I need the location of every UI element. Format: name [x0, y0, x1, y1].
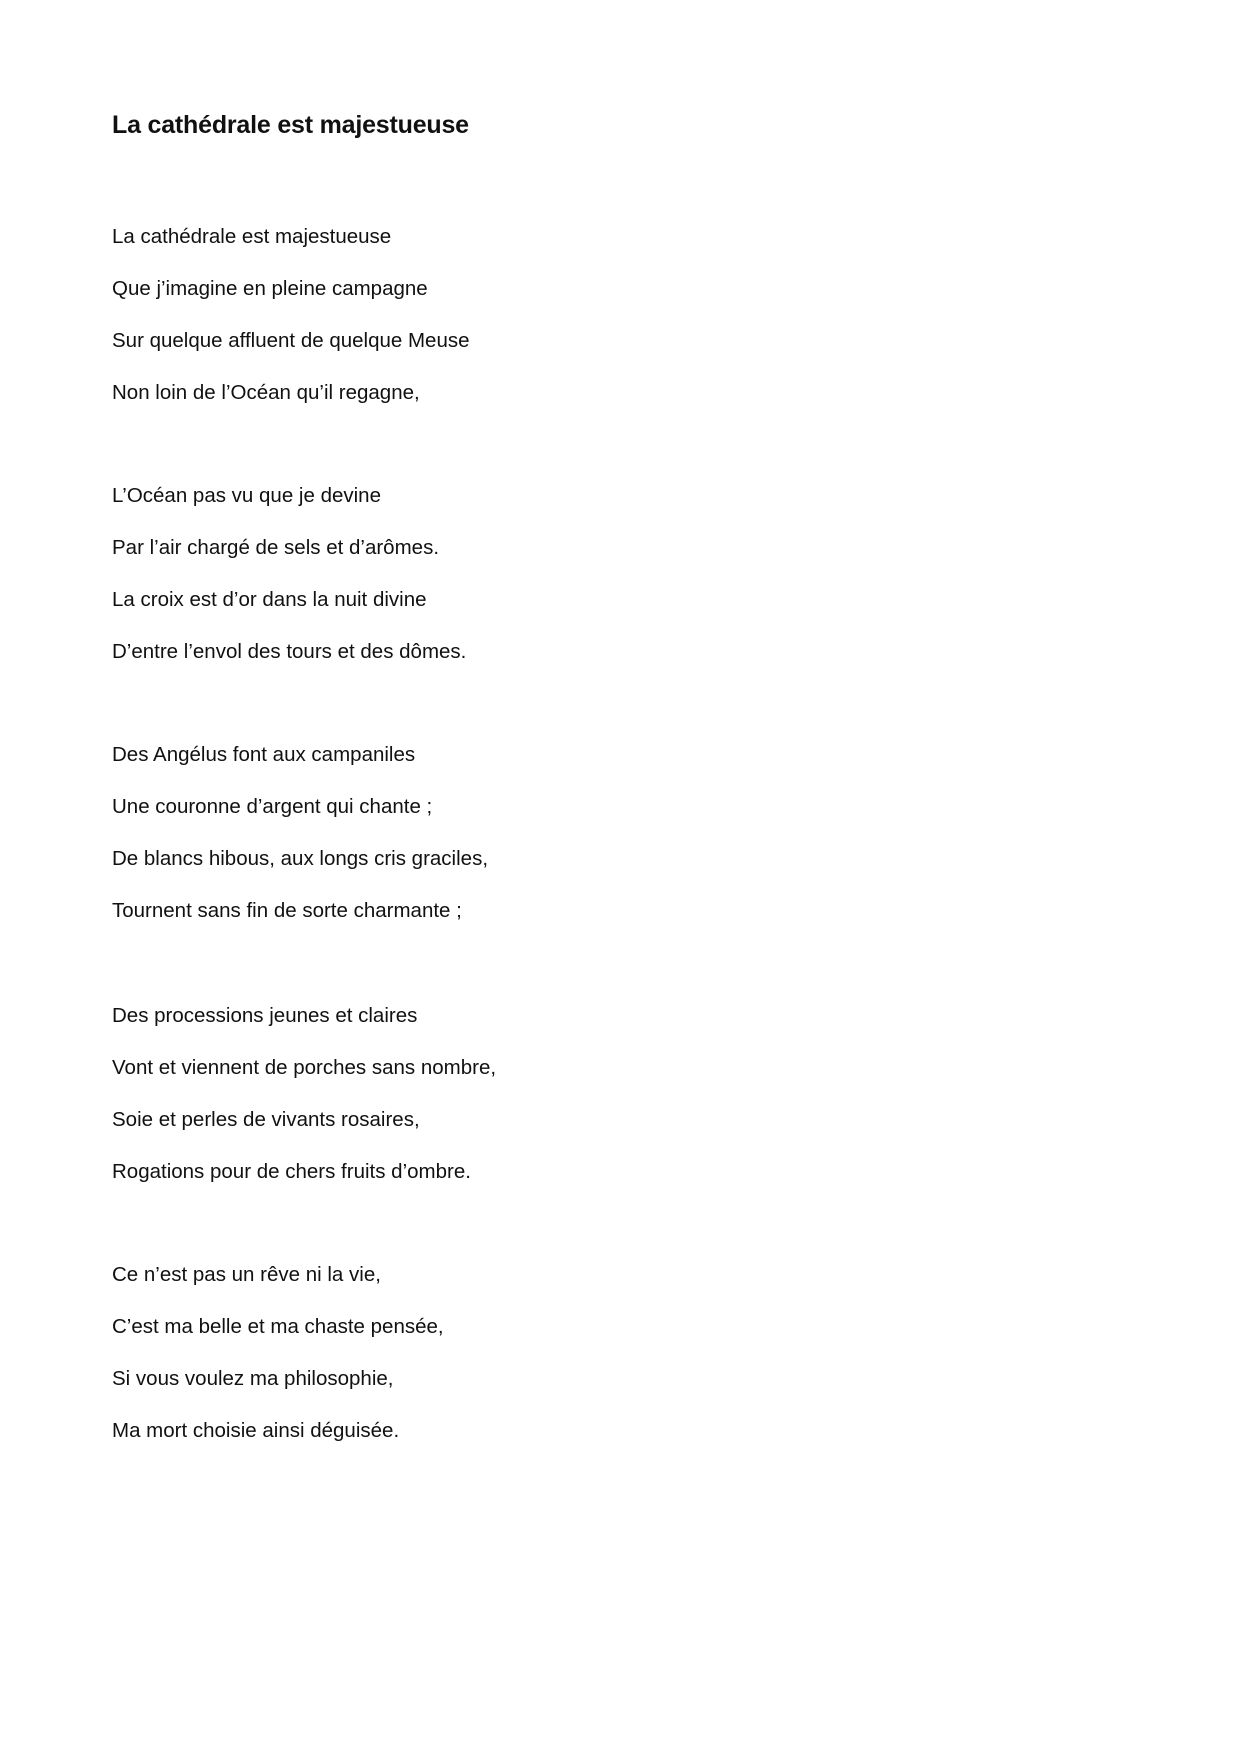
- stanza-1: [112, 211, 470, 419]
- verse-line: La cathédrale est majestueuse: [112, 225, 392, 248]
- verse-line: Sur quelque affluent de quelque Meuse: [112, 329, 470, 352]
- verse-line: De blancs hibous, aux longs cris graciles,: [112, 847, 489, 870]
- verse-line: Non loin de l’Océan qu’il regagne,: [112, 381, 420, 404]
- verse-line: Des processions jeunes et claires: [112, 1004, 418, 1027]
- verse-line: Rogations pour de chers fruits d’ombre.: [112, 1160, 471, 1183]
- verse-line: D’entre l’envol des tours et des dômes.: [112, 640, 467, 663]
- verse-line: Des Angélus font aux campaniles: [112, 743, 416, 766]
- verse-line: La croix est d’or dans la nuit divine: [112, 588, 427, 611]
- stanza-5: [112, 1249, 444, 1457]
- verse-line: Ce n’est pas un rêve ni la vie,: [112, 1263, 381, 1286]
- verse-line: Ma mort choisie ainsi déguisée.: [112, 1419, 400, 1442]
- verse-line: Une couronne d’argent qui chante ;: [112, 795, 433, 818]
- verse-line: Vont et viennent de porches sans nombre,: [112, 1056, 497, 1079]
- verse-line: L’Océan pas vu que je devine: [112, 484, 381, 507]
- stanza-3: [112, 729, 488, 937]
- verse-line: C’est ma belle et ma chaste pensée,: [112, 1315, 444, 1338]
- verse-line: Si vous voulez ma philosophie,: [112, 1367, 394, 1390]
- poem-title: La cathédrale est majestueuse: [112, 111, 469, 139]
- verse-line: Par l’air chargé de sels et d’arômes.: [112, 536, 440, 559]
- verse-line: Que j’imagine en pleine campagne: [112, 277, 428, 300]
- verse-line: Soie et perles de vivants rosaires,: [112, 1108, 420, 1131]
- stanza-2: [112, 470, 466, 678]
- verse-line: Tournent sans fin de sorte charmante ;: [112, 899, 462, 922]
- stanza-4: [112, 990, 496, 1198]
